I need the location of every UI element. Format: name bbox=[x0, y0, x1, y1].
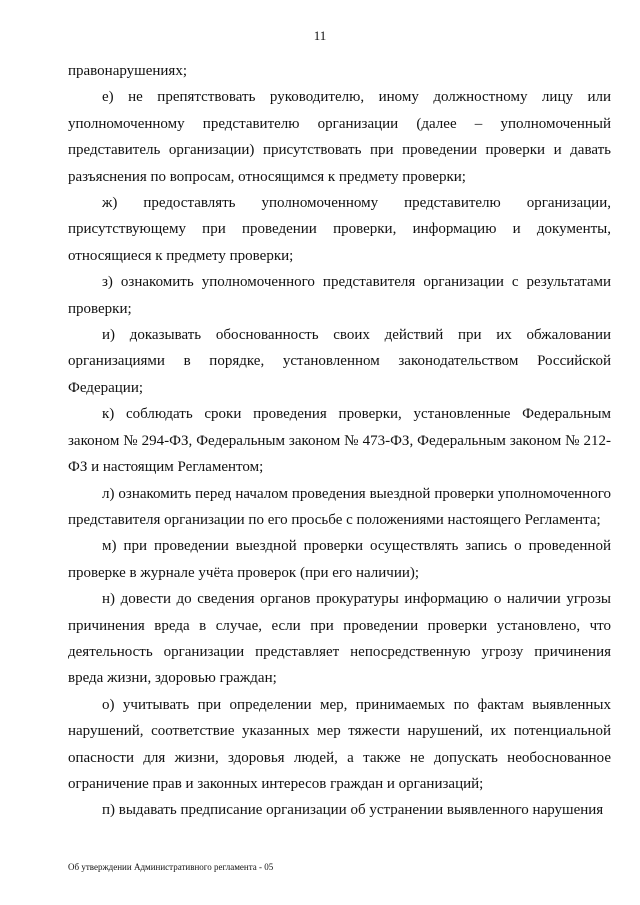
page-number: 11 bbox=[313, 28, 327, 43]
document-body bbox=[68, 58, 611, 824]
paragraph-item-m: м) при проведении выездной проверки осуществлять запись о проведенной проверке в журнале учёта проверок (при его наличии); bbox=[68, 538, 611, 581]
paragraph-item-z: з) ознакомить уполномоченного представителя организации с результатами проверки; bbox=[68, 274, 611, 317]
paragraph-item-l: л) ознакомить перед началом проведения выездной проверки уполномоченного представителя организации по его просьбе с положениями настоящего Регламента; bbox=[68, 485, 611, 528]
paragraph-item-i: и) доказывать обоснованность своих действий при их обжаловании организациями в порядке, установленном законодательством Российской Федерации; bbox=[68, 327, 611, 396]
footer-caption: Об утверждении Административного регламента - 05 bbox=[68, 862, 274, 872]
paragraph-item-p: п) выдавать предписание организации об устранении выявленного нарушения bbox=[102, 802, 604, 819]
paragraph-item-e: е) не препятствовать руководителю, иному должностному лицу или уполномоченному представителю организации (далее – уполномоченный представитель организации) присутствовать при проведении проверки и давать разъяснения по вопросам, относящимся к предмету проверки; bbox=[68, 89, 611, 185]
paragraph-item-zh: ж) предоставлять уполномоченному представителю организации, присутствующему при проведении проверки, информацию и документы, относящиеся к предмету проверки; bbox=[68, 195, 611, 264]
paragraph-item-n: н) довести до сведения органов прокуратуры информацию о наличии угрозы причинения вреда в случае, если при проведении проверки установлено, что деятельность организации представляет непосредственную угрозу причинения вреда жизни, здоровью граждан; bbox=[68, 591, 611, 687]
paragraph-continuation: правонарушениях; bbox=[68, 63, 187, 79]
paragraph-item-k: к) соблюдать сроки проведения проверки, установленные Федеральным законом № 294-ФЗ, Федеральным законом № 473-ФЗ, Федеральным законом № 212-ФЗ и настоящим Регламентом; bbox=[68, 406, 611, 476]
paragraph-item-o: о) учитывать при определении мер, принимаемых по фактам выявленных нарушений, соответствие указанных мер тяжести нарушений, их потенциальной опасности для жизни, здоровья людей, а также не допускать необоснованное ограничение прав и законных интересов граждан и организаций; bbox=[68, 696, 611, 792]
